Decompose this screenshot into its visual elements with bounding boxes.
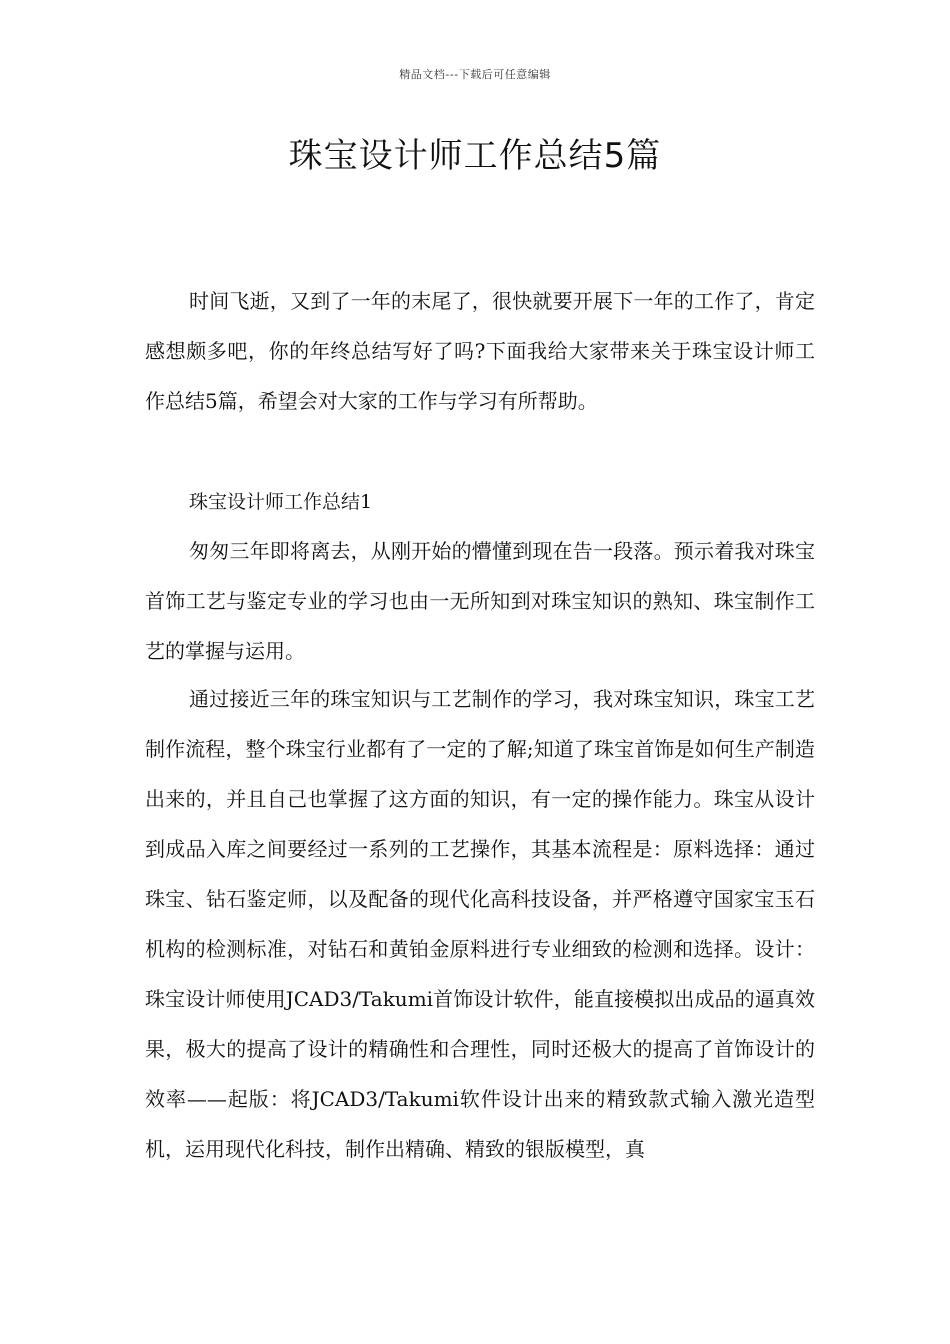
header-note: 精品文档---下载后可任意编辑: [399, 68, 551, 81]
intro-paragraph: 时间飞逝，又到了一年的末尾了，很快就要开展下一年的工作了，肯定感想颇多吧，你的年终总结写好了吗?下面我给大家带来关于珠宝设计师工作总结5篇，希望会对大家的工作与学习有所帮助。: [145, 289, 815, 413]
document-title: 珠宝设计师工作总结5篇: [288, 136, 662, 176]
body-paragraph: 通过接近三年的珠宝知识与工艺制作的学习，我对珠宝知识，珠宝工艺制作流程，整个珠宝行业都有了一定的了解;知道了珠宝首饰是如何生产制造出来的，并且自己也掌握了这方面的知识，有一定的操作能力。珠宝从设计到成品入库之间要经过一系列的工艺操作，其基本流程是：原料选择：通过珠宝、钻石鉴定师，以及配备的现代化高科技设备，并严格遵守国家宝玉石机构的检测标准，对钻石和黄铂金原料进行专业细致的检测和选择。设计：珠宝设计师使用JCAD3/Takumi首饰设计软件，能直接模拟出成品的逼真效果，极大的提高了设计的精确性和合理性，同时还极大的提高了首饰设计的效率——起版：将JCAD3/Takumi软件设计出来的精致款式输入激光造型机，运用现代化科技，制作出精确、精致的银版模型，真: [145, 687, 815, 1161]
body-paragraph: 匆匆三年即将离去，从刚开始的懵懂到现在告一段落。预示着我对珠宝首饰工艺与鉴定专业的学习也由一无所知到对珠宝知识的熟知、珠宝制作工艺的掌握与运用。: [145, 539, 815, 663]
section-heading: 珠宝设计师工作总结1: [189, 491, 373, 513]
